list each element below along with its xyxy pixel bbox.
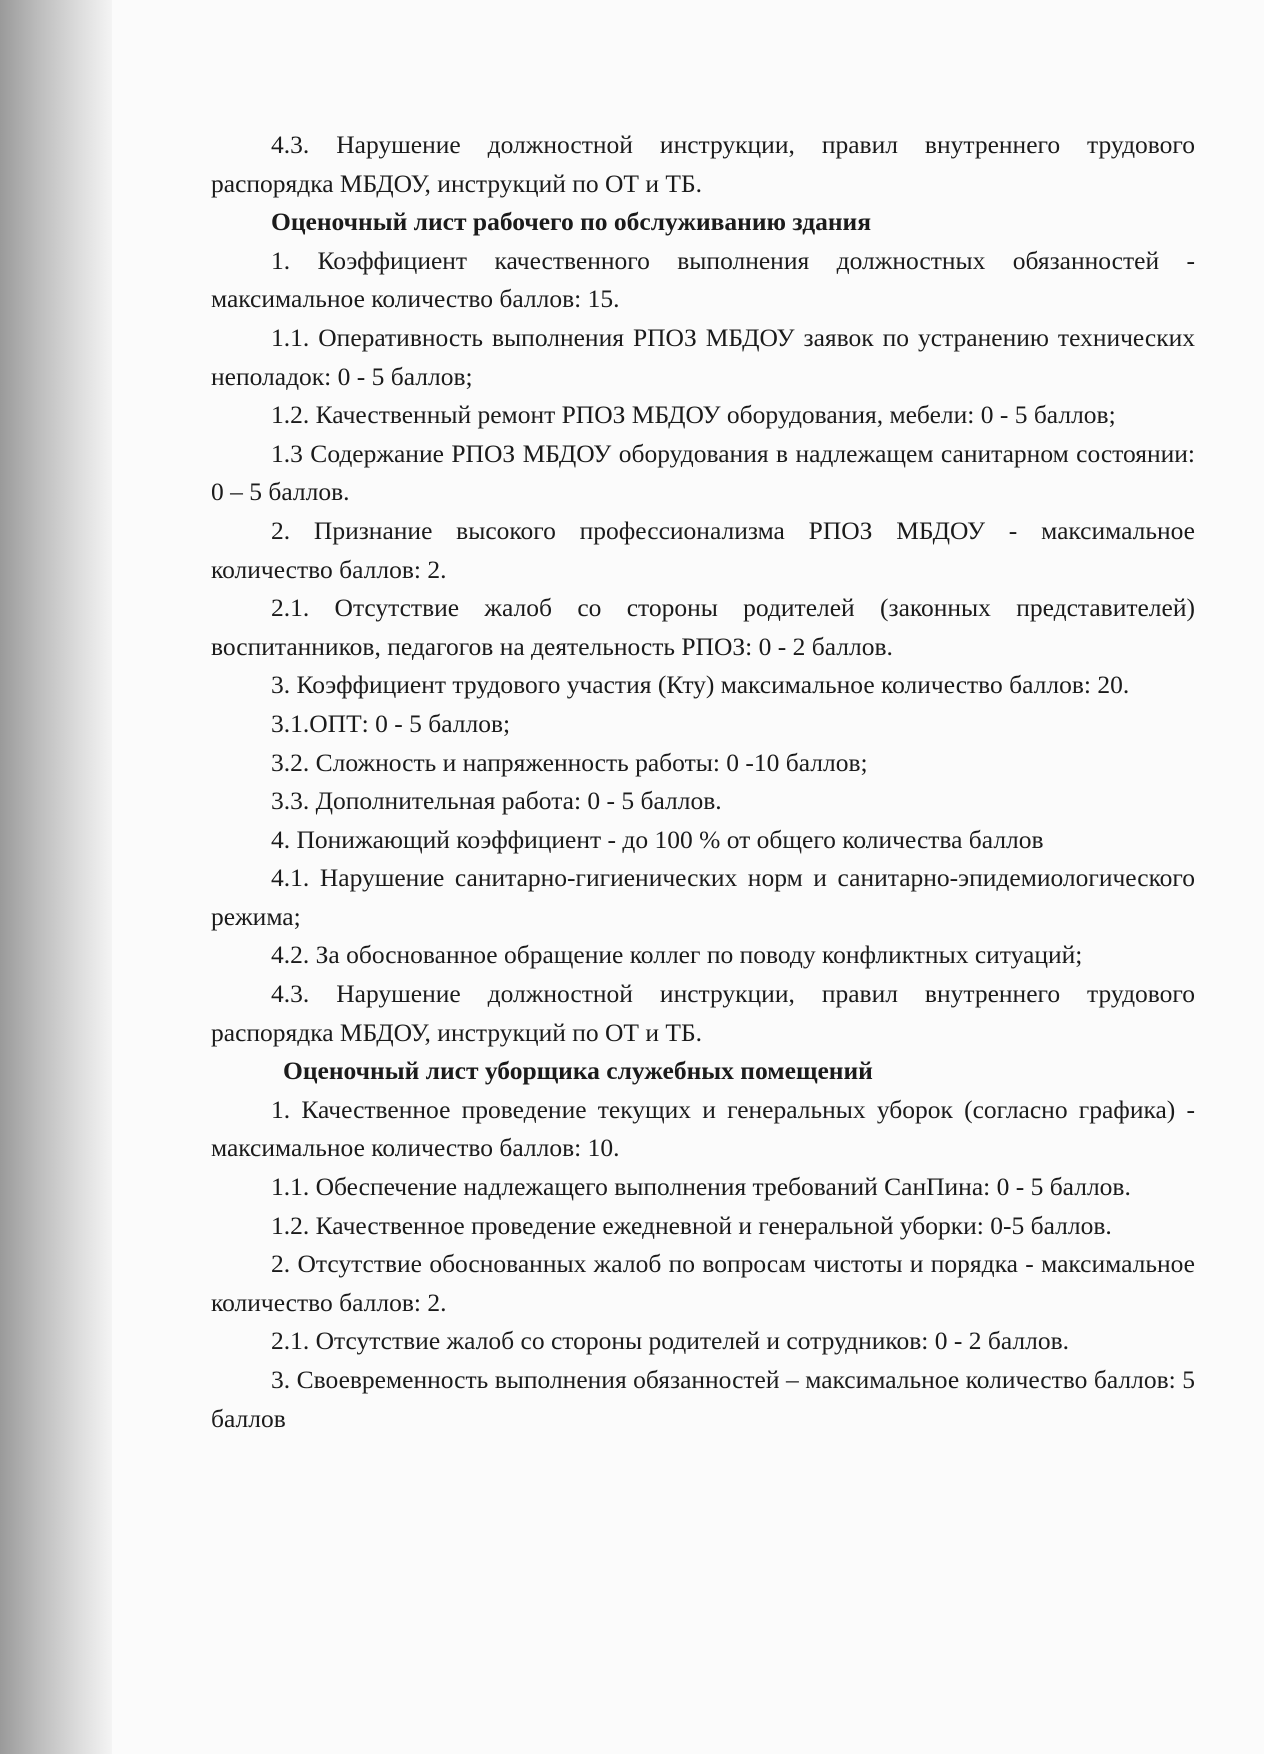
binding-shadow [0,0,112,1754]
paragraph-2-1: 2.1. Отсутствие жалоб со стороны родителей (законных представителей) воспитанников, педагогов на деятельность РПОЗ: 0 - 2 баллов. [211,593,1195,661]
document-body [211,126,1195,1438]
paragraph-4-3-second: 4.3. Нарушение должностной инструкции, правил внутреннего трудового распорядка МБДОУ, инструкций по ОТ и ТБ. [211,979,1195,1047]
cleaner-paragraph-1: 1. Качественное проведение текущих и генеральных уборок (согласно графика) - максимальное количество баллов: 10. [211,1094,1195,1163]
paragraph-4-1: 4.1. Нарушение санитарно-гигиенических норм и санитарно-эпидемиологического режима; [211,863,1195,931]
paragraph-1-1: 1.1. Оперативность выполнения РПОЗ МБДОУ заявок по устранению технических неполадок: 0 - 5 баллов; [211,322,1195,391]
paragraph-1-3: 1.3 Содержание РПОЗ МБДОУ оборудования в надлежащем санитарном состоянии: 0 – 5 баллов. [211,438,1195,507]
paragraph-3-1: 3.1.ОПТ: 0 - 5 баллов; [271,708,511,738]
paragraph-4-2: 4.2. За обоснованное обращение коллег по поводу конфликтных ситуаций; [271,940,1083,970]
paragraph-4-3-first: 4.3. Нарушение должностной инструкции, правил внутреннего трудового распорядка МБДОУ, инструкций по ОТ и ТБ. [211,130,1195,198]
paragraph-3-2: 3.2. Сложность и напряженность работы: 0 -10 баллов; [271,747,868,777]
cleaner-paragraph-1-2: 1.2. Качественное проведение ежедневной и генеральной уборки: 0-5 баллов. [271,1210,1112,1240]
paragraph-3: 3. Коэффициент трудового участия (Кту) максимальное количество баллов: 20. [271,670,1130,700]
paragraph-1: 1. Коэффициент качественного выполнения должностных обязанностей - максимальное количество баллов: 15. [211,245,1195,314]
paragraph-3-3: 3.3. Дополнительная работа: 0 - 5 баллов. [271,786,722,816]
heading-building-worker-sheet: Оценочный лист рабочего по обслуживанию здания [271,207,872,237]
cleaner-paragraph-3: 3. Своевременность выполнения обязанностей – максимальное количество баллов: 5 баллов [211,1365,1195,1433]
cleaner-paragraph-2-1: 2.1. Отсутствие жалоб со стороны родителей и сотрудников: 0 - 2 баллов. [271,1326,1070,1356]
paragraph-1-2: 1.2. Качественный ремонт РПОЗ МБДОУ оборудования, мебели: 0 - 5 баллов; [271,400,1116,430]
heading-cleaner-sheet: Оценочный лист уборщика служебных помещений [283,1056,873,1086]
cleaner-paragraph-2: 2. Отсутствие обоснованных жалоб по вопросам чистоты и порядка - максимальное количество баллов: 2. [211,1249,1195,1317]
paragraph-2: 2. Признание высокого профессионализма РПОЗ МБДОУ - максимальное количество баллов: 2. [211,515,1195,584]
cleaner-paragraph-1-1: 1.1. Обеспечение надлежащего выполнения требований СанПина: 0 - 5 баллов. [271,1172,1131,1202]
paragraph-4: 4. Понижающий коэффициент - до 100 % от общего количества баллов [271,824,1044,854]
